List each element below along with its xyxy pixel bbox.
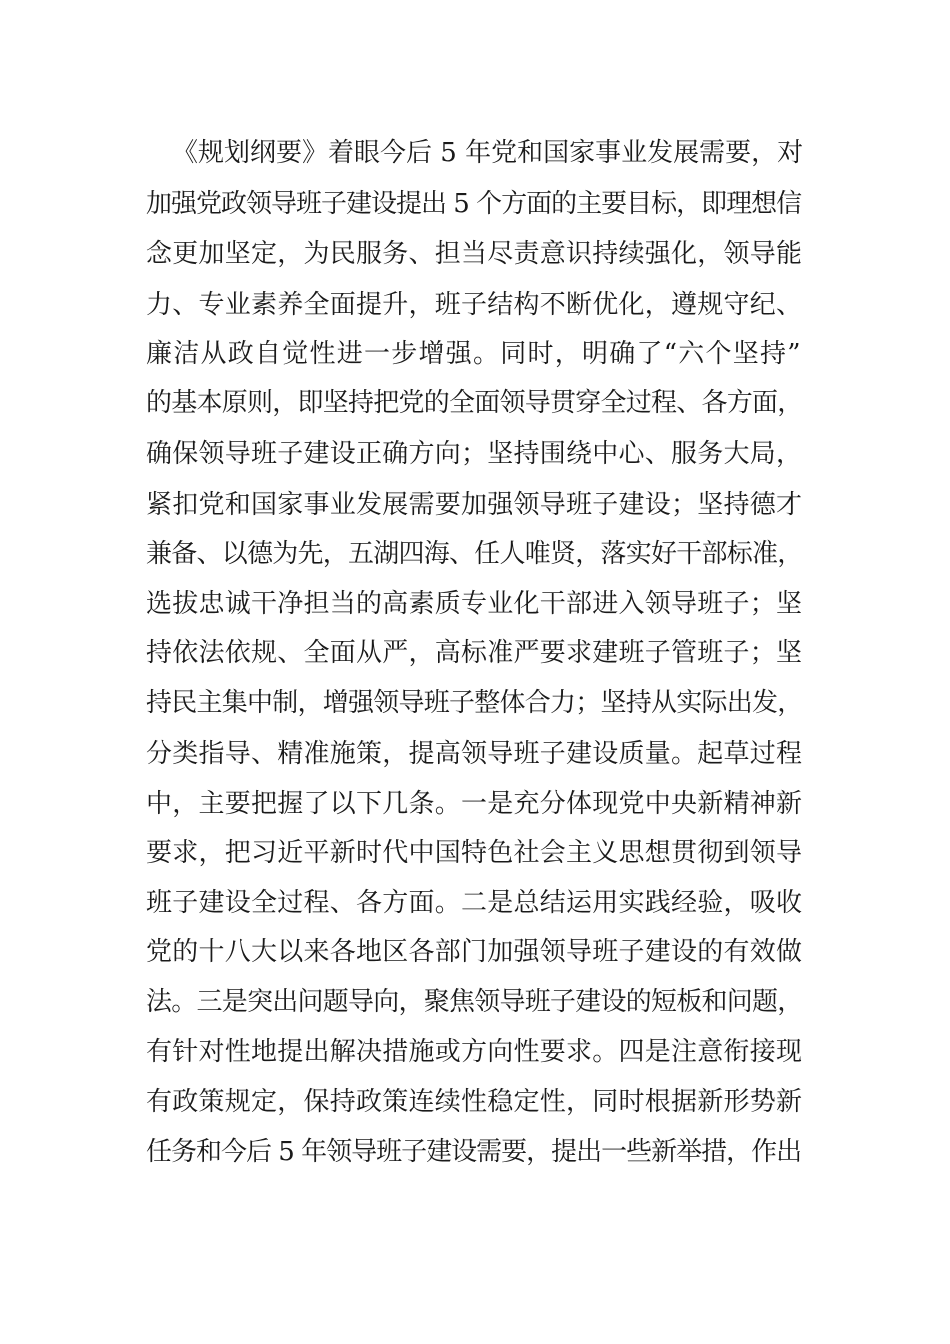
- paragraph-line-5: 廉洁从政自觉性进一步增强。同时，明确了“六个坚持”: [146, 339, 802, 369]
- paragraph-line-19: 有针对性地提出解决措施或方向性要求。四是注意衔接现: [146, 1037, 803, 1067]
- paragraph-line-18: 法。三是突出问题导向，聚焦领导班子建设的短板和问题，: [146, 987, 803, 1017]
- paragraph-line-1: 《规划纲要》着眼今后 5 年党和国家事业发展需要，对: [172, 138, 804, 168]
- paragraph-line-3: 念更加坚定，为民服务、担当尽责意识持续强化，领导能: [146, 239, 803, 269]
- paragraph-line-21: 任务和今后 5 年领导班子建设需要，提出一些新举措，作出: [146, 1137, 802, 1167]
- paragraph-line-14: 中，主要把握了以下几条。一是充分体现党中央新精神新: [146, 789, 803, 819]
- paragraph-line-20: 有政策规定，保持政策连续性稳定性，同时根据新形势新: [146, 1087, 803, 1117]
- paragraph-line-11: 持依法依规、全面从严，高标准严要求建班子管班子；坚: [146, 638, 803, 668]
- paragraph-line-7: 确保领导班子建设正确方向；坚持围绕中心、服务大局，: [146, 439, 803, 469]
- paragraph-line-2: 加强党政领导班子建设提出 5 个方面的主要目标，即理想信: [146, 189, 802, 219]
- paragraph-line-6: 的基本原则，即坚持把党的全面领导贯穿全过程、各方面，: [146, 388, 803, 418]
- paragraph-line-8: 紧扣党和国家事业发展需要加强领导班子建设；坚持德才: [146, 490, 803, 520]
- paragraph-line-12: 持民主集中制，增强领导班子整体合力；坚持从实际出发，: [146, 688, 803, 718]
- paragraph-line-4: 力、专业素养全面提升，班子结构不断优化，遵规守纪、: [146, 290, 803, 320]
- paragraph-line-10: 选拔忠诚干净担当的高素质专业化干部进入领导班子；坚: [146, 589, 803, 619]
- paragraph-line-15: 要求，把习近平新时代中国特色社会主义思想贯彻到领导: [146, 838, 803, 868]
- paragraph-line-13: 分类指导、精准施策，提高领导班子建设质量。起草过程: [146, 739, 803, 769]
- paragraph-line-9: 兼备、以德为先，五湖四海、任人唯贤，落实好干部标准，: [146, 539, 803, 569]
- paragraph-line-16: 班子建设全过程、各方面。二是总结运用实践经验，吸收: [146, 888, 803, 918]
- paragraph-line-17: 党的十八大以来各地区各部门加强领导班子建设的有效做: [146, 937, 803, 967]
